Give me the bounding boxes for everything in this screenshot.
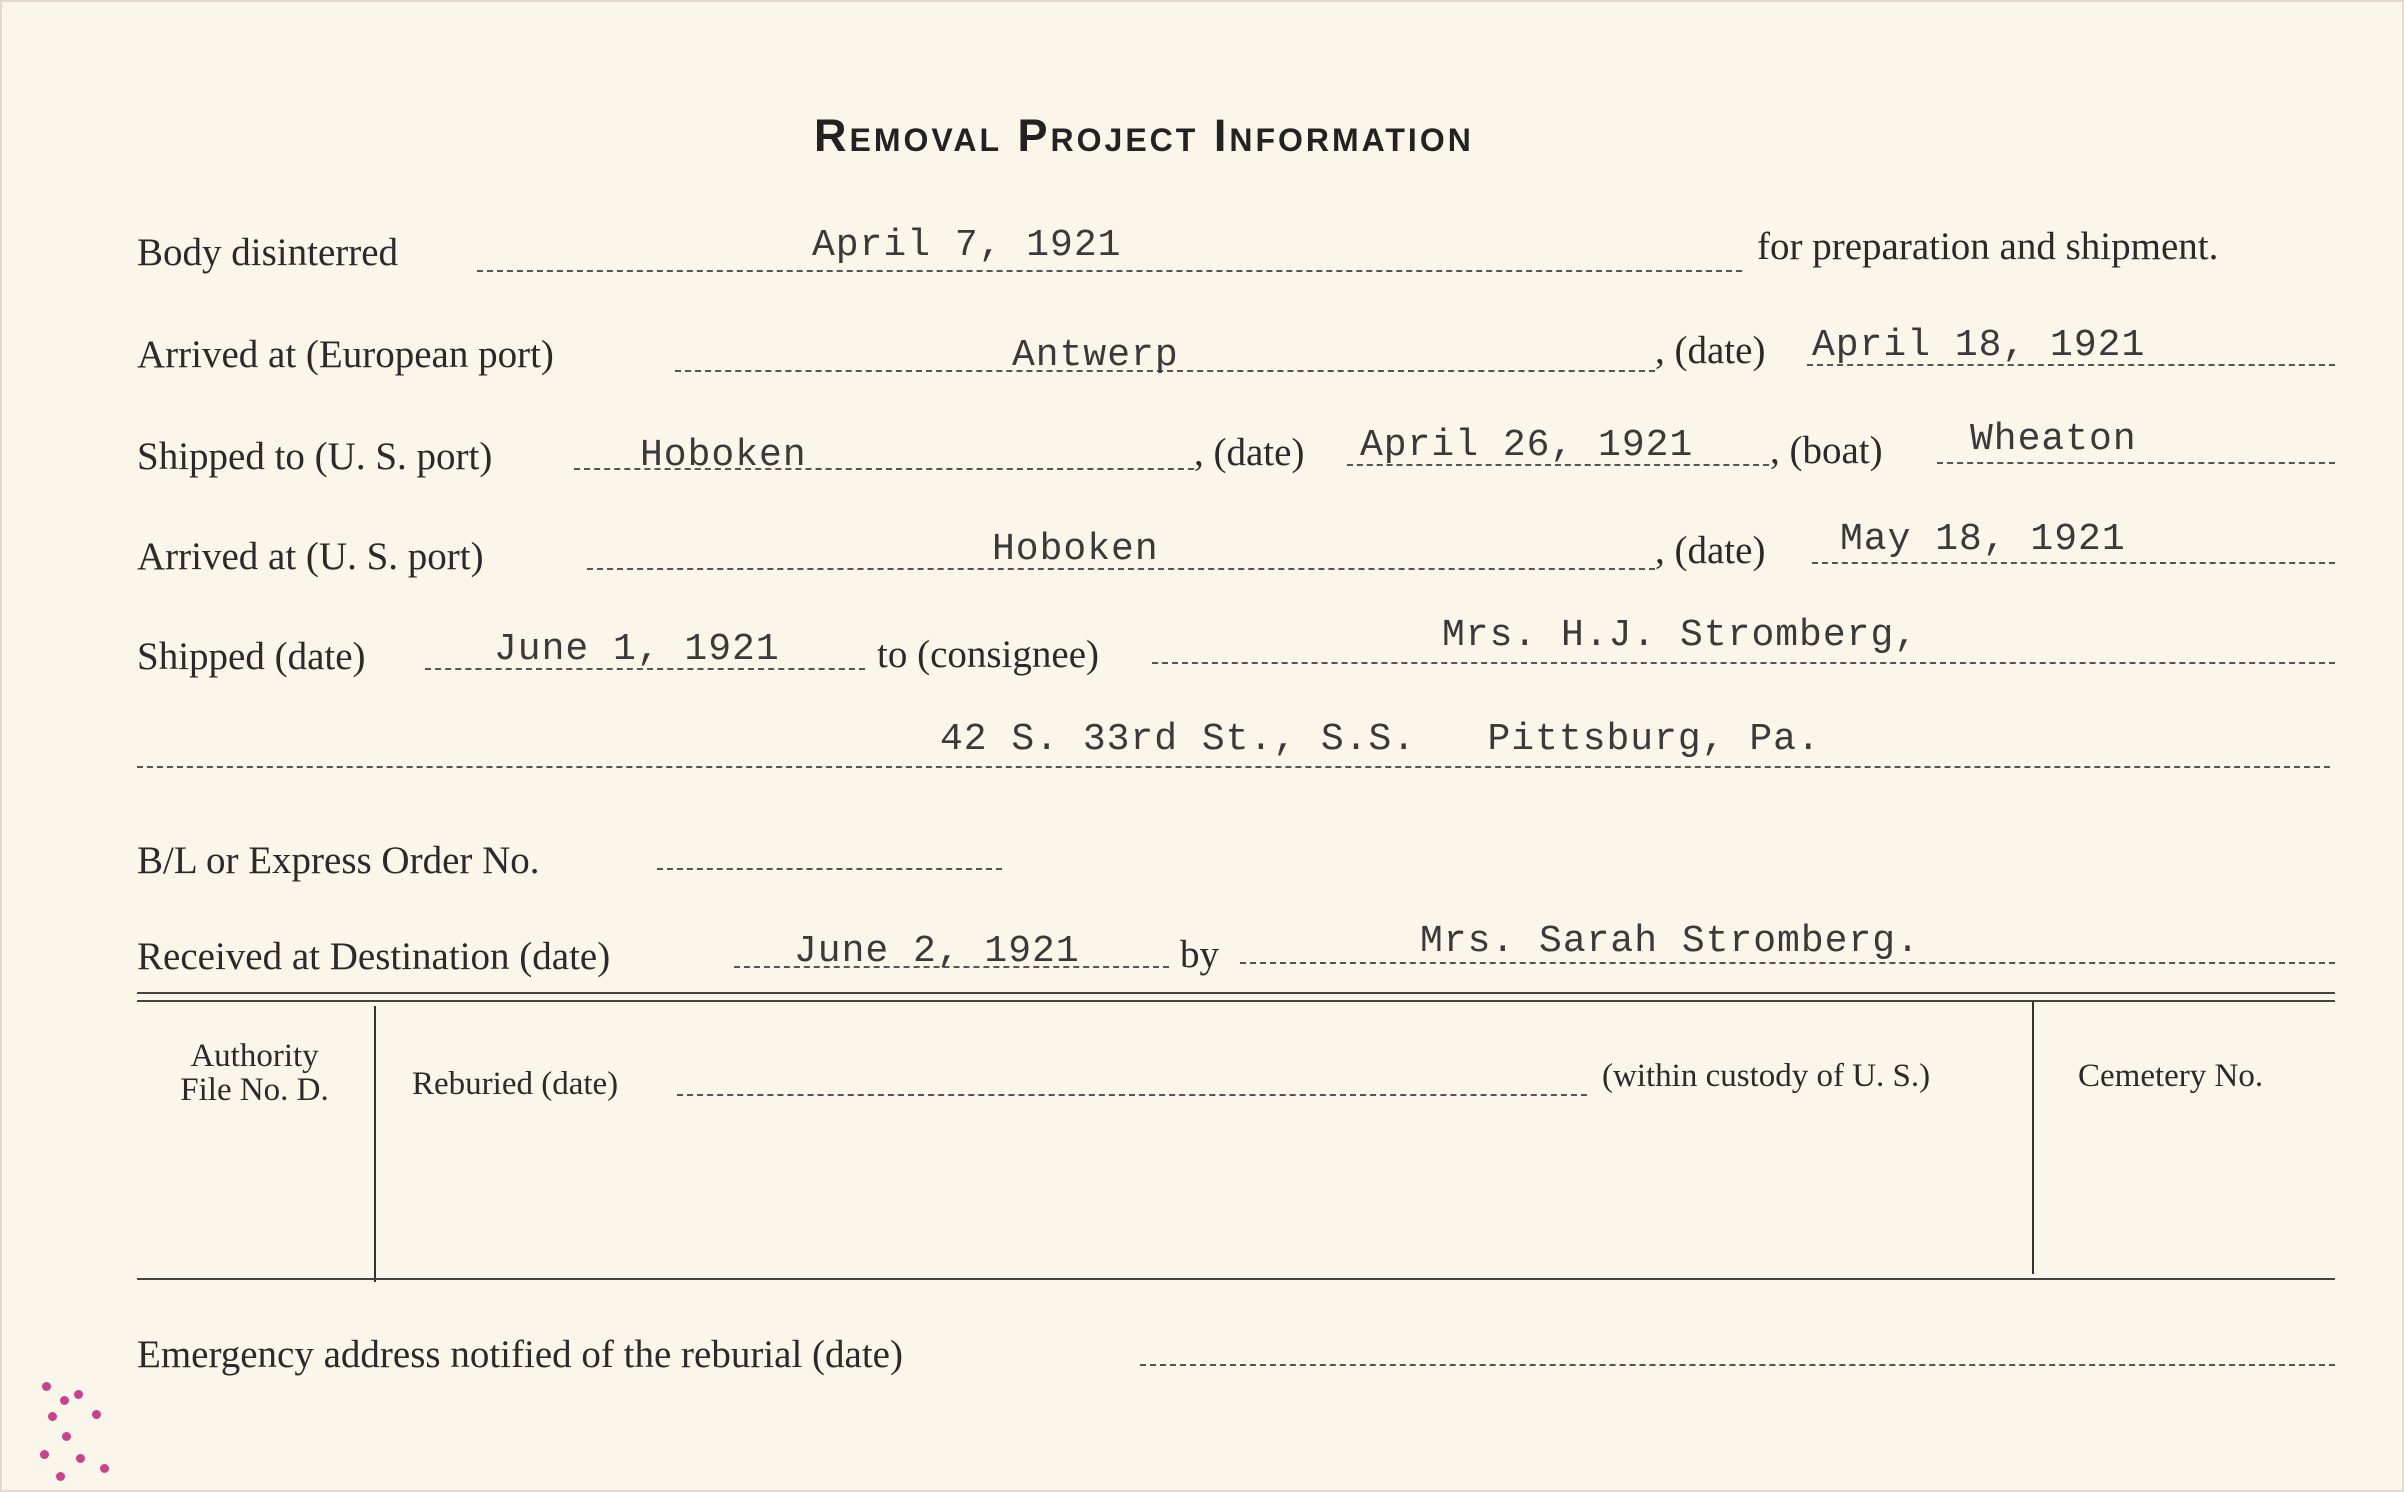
us-port-arrived-value: Hoboken [992, 528, 1159, 571]
consignee-value: Mrs. H.J. Stromberg, [1442, 614, 1919, 657]
european-date-value: April 18, 1921 [1812, 324, 2146, 367]
cemetery-label: Cemetery No. [2078, 1058, 2264, 1094]
boat-label: , (boat) [1770, 429, 1883, 472]
box-separator-left [374, 1006, 376, 1282]
authority-label: Authority [190, 1038, 319, 1074]
us-shipped-date-label: , (date) [1194, 431, 1305, 474]
address-line [137, 766, 2330, 768]
box-top-rule [137, 992, 2335, 994]
us-arrived-date-label: , (date) [1655, 529, 1766, 572]
bl-order-label: B/L or Express Order No. [137, 839, 540, 882]
european-port-value: Antwerp [1012, 334, 1179, 377]
us-port-shipped-value: Hoboken [640, 434, 807, 477]
body-disinterred-suffix: for preparation and shipment. [1757, 225, 2219, 268]
body-disinterred-line [477, 270, 1742, 272]
received-date-value: June 2, 1921 [794, 930, 1080, 973]
boat-line [1937, 462, 2335, 464]
box-top-rule-2 [137, 1000, 2335, 1002]
us-port-shipped-label: Shipped to (U. S. port) [137, 435, 493, 478]
us-arrived-date-line [1812, 562, 2335, 564]
body-disinterred-value: April 7, 1921 [812, 224, 1122, 267]
consignee-line [1152, 662, 2335, 664]
reburied-line [677, 1094, 1587, 1096]
consignee-address: 42 S. 33rd St., S.S. Pittsburg, Pa. [940, 718, 1821, 761]
custody-label: (within custody of U. S.) [1602, 1058, 1931, 1094]
body-disinterred-label: Body disinterred [137, 231, 399, 274]
box-separator-right [2032, 1002, 2034, 1274]
shipped-date-label: Shipped (date) [137, 635, 366, 678]
european-port-label: Arrived at (European port) [137, 333, 554, 376]
european-date-label: , (date) [1655, 329, 1766, 372]
shipped-date-value: June 1, 1921 [494, 628, 780, 671]
bl-order-line [657, 868, 1002, 870]
emergency-notified-label: Emergency address notified of the reburial (date) [137, 1333, 903, 1376]
emergency-notified-line [1140, 1364, 2335, 1366]
consignee-label: to (consignee) [877, 633, 1100, 676]
reburied-label: Reburied (date) [412, 1066, 619, 1102]
boat-value: Wheaton [1970, 418, 2137, 461]
received-by-label: by [1180, 933, 1219, 976]
received-date-label: Received at Destination (date) [137, 935, 611, 978]
us-arrived-date-value: May 18, 1921 [1840, 518, 2126, 561]
us-port-arrived-label: Arrived at (U. S. port) [137, 535, 484, 578]
box-bottom-rule [137, 1278, 2335, 1280]
us-shipped-date-value: April 26, 1921 [1360, 424, 1694, 467]
received-by-value: Mrs. Sarah Stromberg. [1420, 920, 1920, 963]
file-no-label: File No. D. [180, 1072, 329, 1108]
card-title: Removal Project Information [814, 110, 1474, 161]
